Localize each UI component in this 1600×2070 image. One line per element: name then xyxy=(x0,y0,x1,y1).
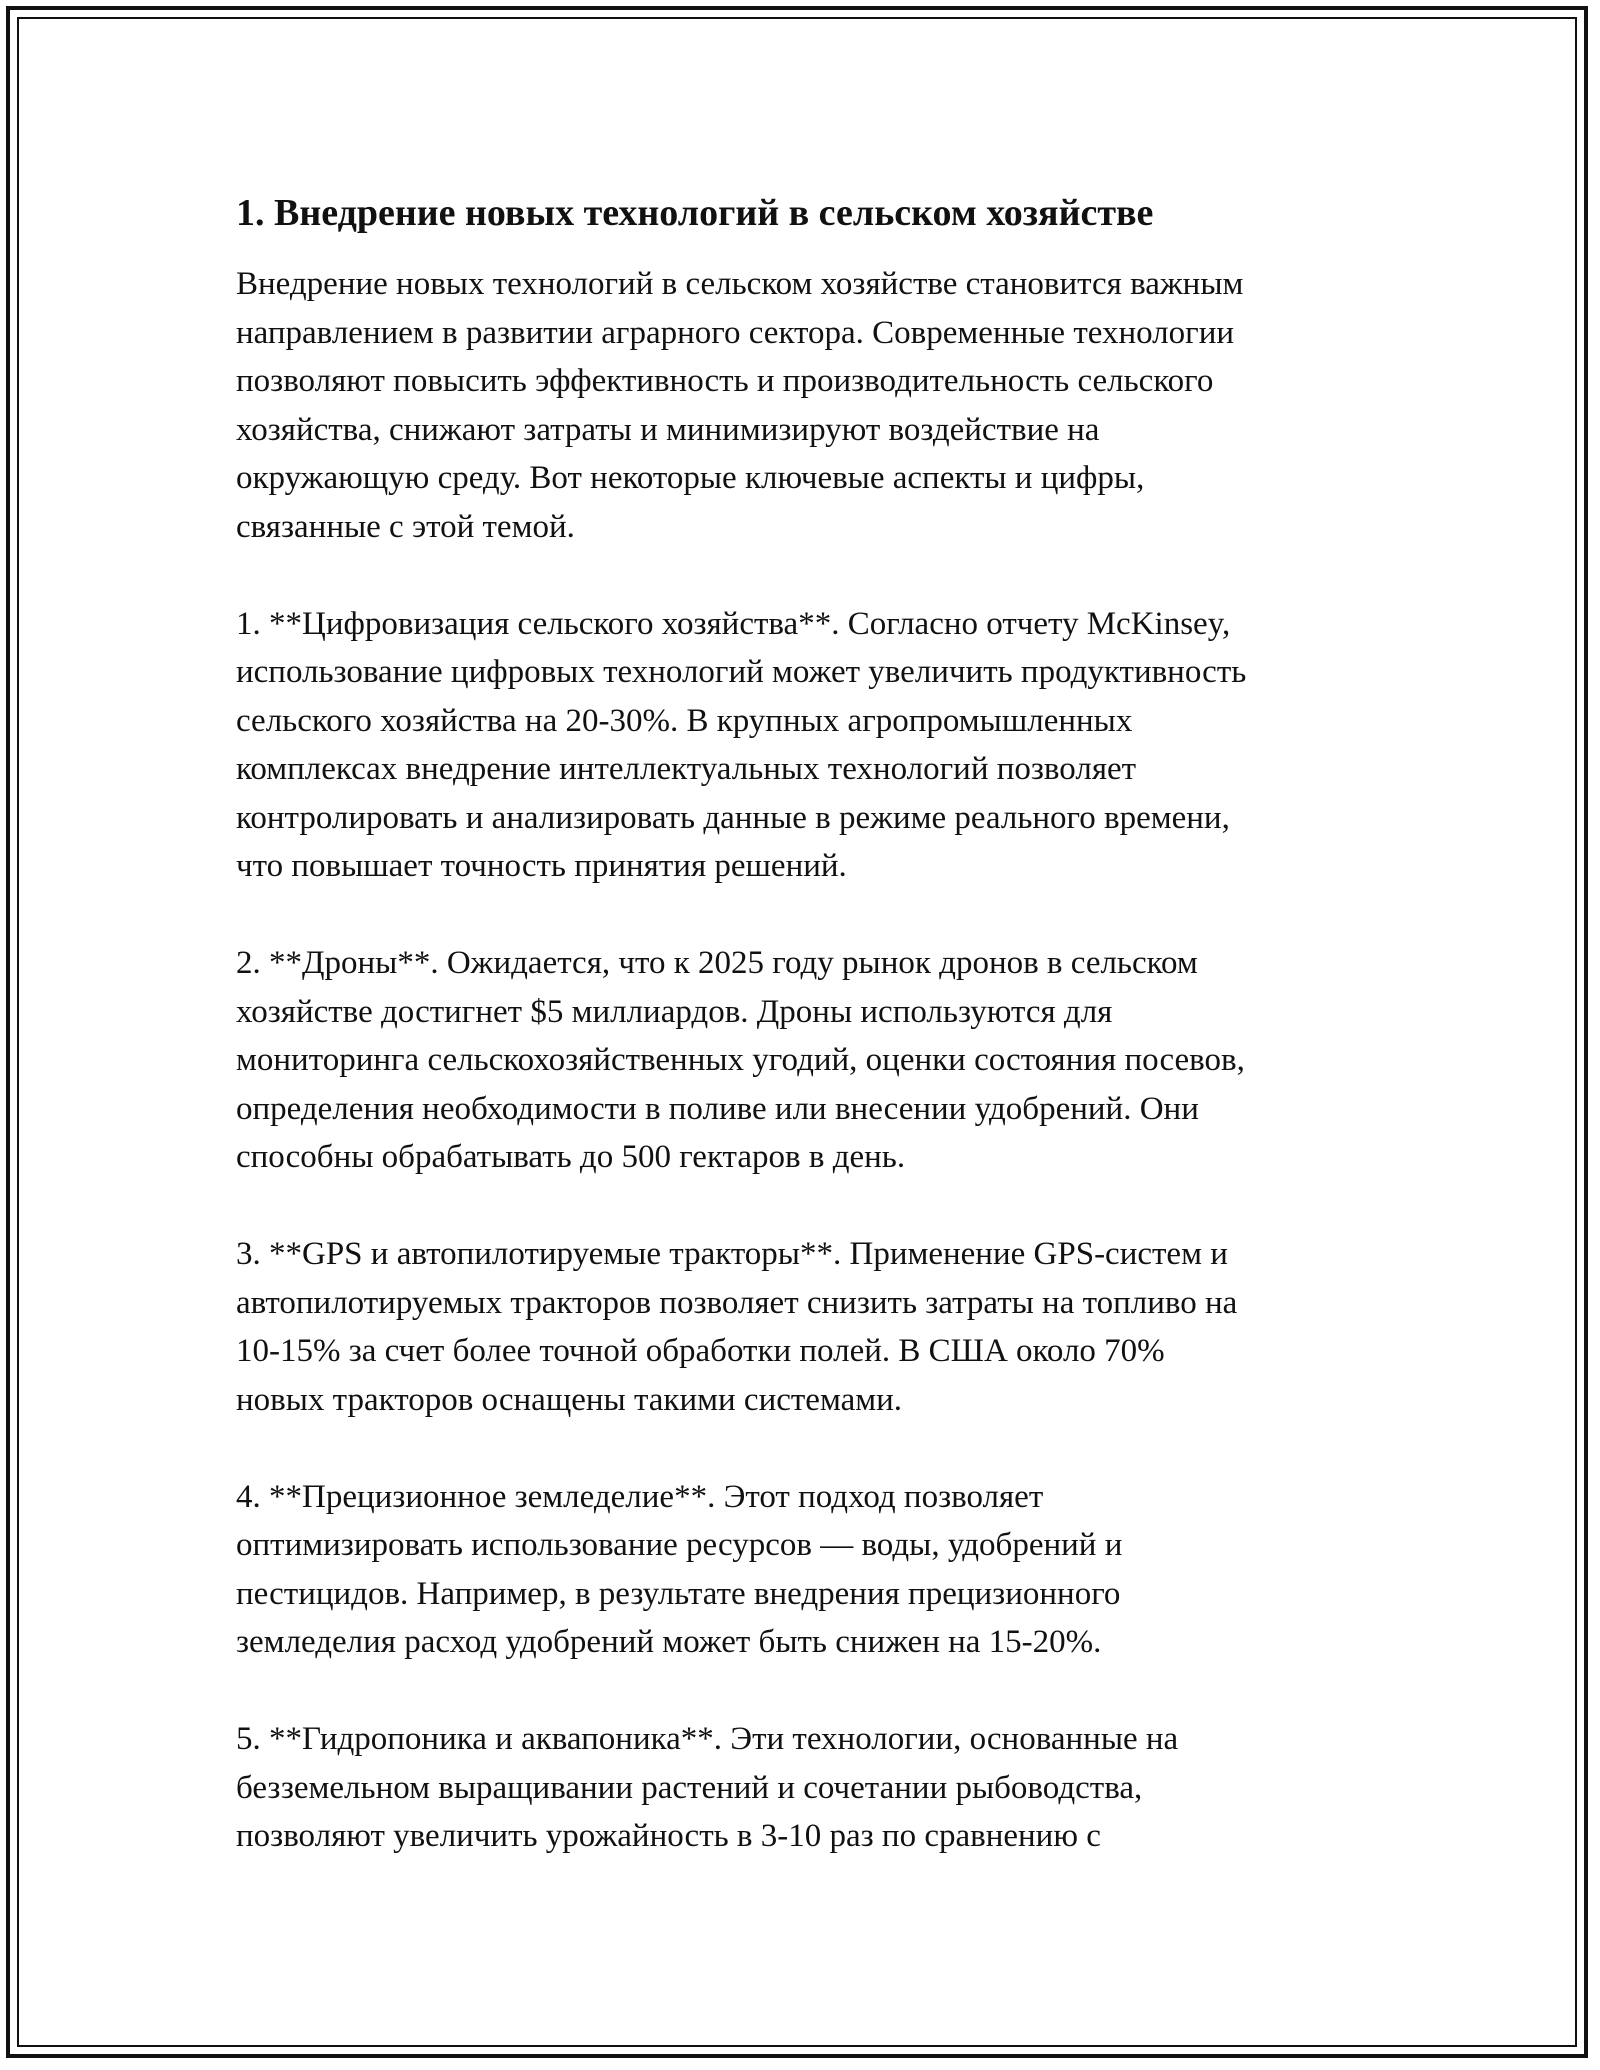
paragraph-spacer xyxy=(236,1182,1386,1231)
text-line: пестицидов. Например, в результате внедрения прецизионного xyxy=(236,1575,1121,1612)
text-line: безземельном выращивании растений и сочетании рыбоводства, xyxy=(236,1769,1143,1806)
text-line: что повышает точность принятия решений. xyxy=(236,848,847,884)
text-line: использование цифровых технологий может увеличить продуктивность xyxy=(236,654,1247,690)
text-line: комплексах внедрение интеллектуальных технологий позволяет xyxy=(236,751,1137,787)
paragraph-spacer xyxy=(236,1667,1386,1716)
text-line: окружающую среду. Вот некоторые ключевые аспекты и цифры, xyxy=(236,460,1145,496)
text-line: 4. **Прецизионное земледелие**. Этот подход позволяет xyxy=(236,1478,1044,1515)
list-item-precision-farming xyxy=(236,1473,1386,1667)
text-line: оптимизировать использование ресурсов — воды, удобрений и xyxy=(236,1527,1123,1563)
text-line: направлением в развитии аграрного сектора. Современные технологии xyxy=(236,314,1235,351)
paragraph-spacer xyxy=(236,551,1386,600)
text-line: 10-15% за счет более точной обработки полей. В США около 70% xyxy=(236,1333,1165,1369)
text-line: связанные с этой темой. xyxy=(236,508,575,545)
intro-paragraph xyxy=(236,260,1386,551)
document-title: 1. Внедрение новых технологий в сельском хозяйстве xyxy=(236,192,1154,234)
list-item-digitalization xyxy=(236,600,1386,891)
text-line: земледелия расход удобрений может быть снижен на 15-20%. xyxy=(236,1624,1102,1660)
list-item-gps-tractors xyxy=(236,1230,1386,1424)
text-line: мониторинга сельскохозяйственных угодий, оценки состояния посевов, xyxy=(236,1042,1245,1078)
text-line: 2. **Дроны**. Ожидается, что к 2025 году рынок дронов в сельском xyxy=(236,945,1198,981)
text-line: позволяют повысить эффективность и производительность сельского xyxy=(236,363,1214,399)
text-line: 1. **Цифровизация сельского хозяйства**. Согласно отчету McKinsey, xyxy=(236,605,1231,642)
text-line: хозяйстве достигнет $5 миллиардов. Дроны используются для xyxy=(236,993,1113,1030)
document-body xyxy=(236,188,1386,1861)
text-line: новых тракторов оснащены такими системами. xyxy=(236,1381,903,1418)
paragraph-spacer xyxy=(236,891,1386,940)
text-line: Внедрение новых технологий в сельском хозяйстве становится важным xyxy=(236,266,1244,302)
text-line: контролировать и анализировать данные в режиме реального времени, xyxy=(236,799,1230,836)
text-line: автопилотируемых тракторов позволяет снизить затраты на топливо на xyxy=(236,1284,1238,1321)
text-line: хозяйства, снижают затраты и минимизируют воздействие на xyxy=(236,411,1100,448)
text-line: позволяют увеличить урожайность в 3-10 раз по сравнению с xyxy=(236,1818,1101,1854)
text-line: определения необходимости в поливе или внесении удобрений. Они xyxy=(236,1090,1199,1127)
text-line: 5. **Гидропоника и аквапоника**. Эти технологии, основанные на xyxy=(236,1721,1179,1757)
text-line: сельского хозяйства на 20-30%. В крупных агропромышленных xyxy=(236,702,1133,739)
paragraph-spacer xyxy=(236,1424,1386,1473)
text-line: способны обрабатывать до 500 гектаров в день. xyxy=(236,1139,906,1175)
text-line: 3. **GPS и автопилотируемые тракторы**. Применение GPS-систем и xyxy=(236,1236,1228,1272)
list-item-hydroponics xyxy=(236,1715,1386,1861)
list-item-drones xyxy=(236,939,1386,1182)
